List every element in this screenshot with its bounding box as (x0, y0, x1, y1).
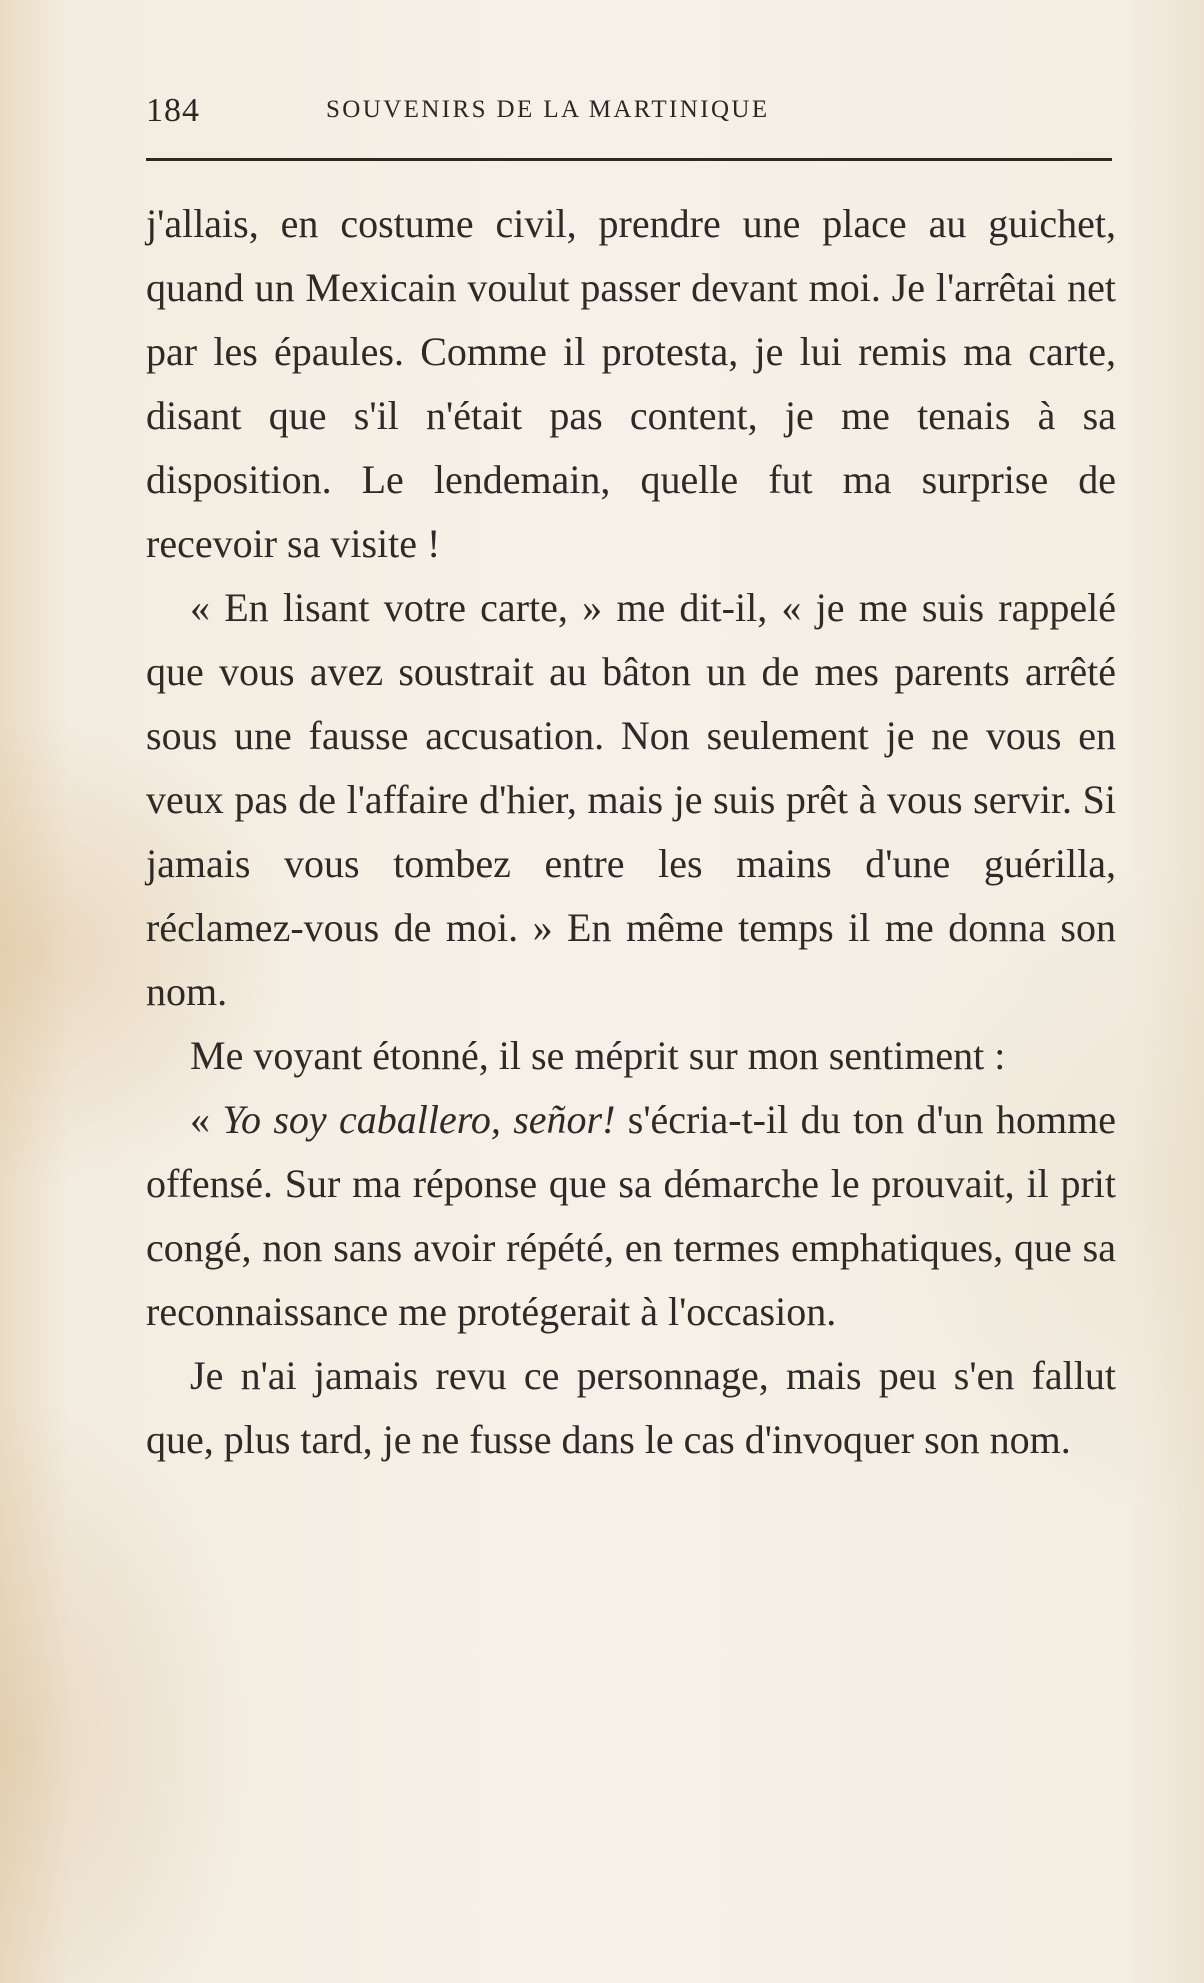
running-head: SOUVENIRS DE LA MARTINIQUE (326, 96, 770, 123)
page-number: 184 (146, 92, 200, 129)
paragraph-3: Me voyant étonné, il se méprit sur mon sentiment : (190, 1033, 1006, 1078)
paragraph-5: Je n'ai jamais revu ce personnage, mais peu s'en fallut que, plus tard, je ne fusse dans le cas d'invoquer son nom. (146, 1353, 1116, 1462)
paragraph-4-rest: s'écria-t-il du ton d'un homme offensé. Sur ma réponse que sa démarche le prouvait, il prit congé, non sans avoir répété, en termes emphatiques, que sa reconnaissance me protégerait à l'occasion. (146, 1097, 1117, 1334)
paragraph-4-italic: Yo soy caballero, señor! (222, 1097, 616, 1142)
paragraph-2: « En lisant votre carte, » me dit-il, « je me suis rappelé que vous avez soustrait au bâton un de mes parents arrêté sous une fausse accusation. Non seulement je ne vous en veux pas de l'affaire d'hier, mais je suis prêt à vous servir. Si jamais vous tombez entre les mains d'une guérilla, réclamez-vous de moi. » En même temps il me donna son nom. (146, 585, 1116, 1014)
paragraph-1: j'allais, en costume civil, prendre une place au guichet, quand un Mexicain voulut passer devant moi. Je l'arrêtai net par les épaules. Comme il protesta, je lui remis ma carte, disant que s'il n'était pas content, je me tenais à sa disposition. Le lendemain, quelle fut ma surprise de recevoir sa visite ! (146, 201, 1116, 566)
body-text (146, 192, 1116, 1472)
page-header (146, 84, 1112, 134)
paragraph-4 (146, 1088, 1116, 1344)
header-rule (146, 158, 1112, 161)
paragraph-4-open: « (190, 1097, 223, 1142)
